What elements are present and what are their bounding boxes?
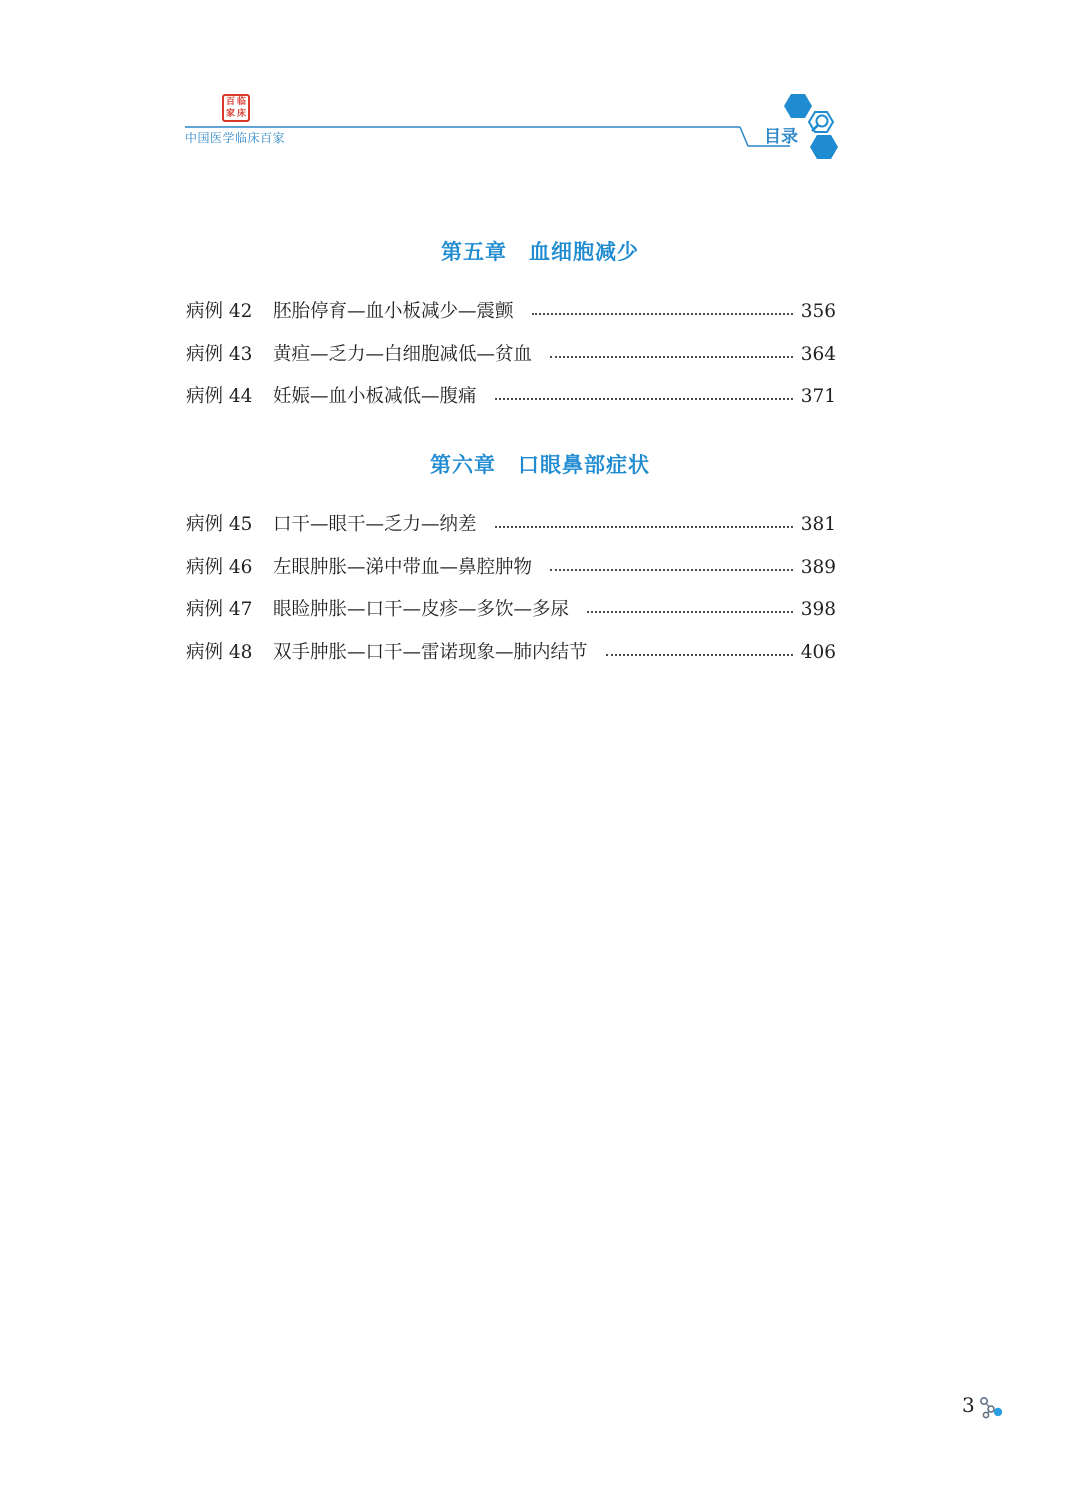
series-title: 中国医学临床百家 <box>185 131 286 145</box>
case-number: 病例 45 <box>186 514 253 535</box>
section-label: 目录 <box>764 127 798 147</box>
case-number: 病例 48 <box>186 641 253 663</box>
case-title: 左眼肿胀—涕中带血—鼻腔肿物 <box>273 556 533 578</box>
seal-char: 临 <box>236 96 246 107</box>
page-header <box>0 0 1080 170</box>
seal-char: 家 <box>225 108 235 119</box>
toc-entry[interactable] <box>186 340 836 370</box>
page-ref: 371 <box>800 386 836 407</box>
page-ref: 398 <box>800 599 836 620</box>
dot-leader <box>495 526 793 528</box>
page-number: 3 <box>962 1393 975 1417</box>
dot-leader <box>587 611 793 613</box>
case-title: 胚胎停育—血小板减少—震颤 <box>273 301 514 322</box>
page-ref: 406 <box>800 641 836 663</box>
case-number: 病例 46 <box>186 556 253 578</box>
case-number: 病例 47 <box>186 599 253 620</box>
page-ref: 364 <box>800 343 836 365</box>
dot-leader <box>606 654 793 656</box>
case-title: 黄疸—乏力—白细胞减低—贫血 <box>273 343 533 365</box>
toc-entry[interactable] <box>186 297 836 327</box>
toc-entry[interactable] <box>186 638 836 668</box>
hexagon-magnifier-icon <box>780 92 842 164</box>
seal-char: 床 <box>236 108 246 119</box>
toc-entry[interactable] <box>186 382 836 412</box>
toc-entry[interactable] <box>186 595 836 625</box>
case-number: 病例 43 <box>186 343 253 365</box>
dot-leader <box>495 398 793 400</box>
case-number: 病例 44 <box>186 386 253 407</box>
case-title: 妊娠—血小板减低—腹痛 <box>273 386 477 407</box>
case-title: 双手肿胀—口干—雷诺现象—肺内结节 <box>273 641 588 663</box>
chapter-heading: 第五章 血细胞减少 <box>441 240 639 264</box>
page-ref: 356 <box>800 301 836 322</box>
page-ref: 381 <box>800 514 836 535</box>
dot-leader <box>550 356 793 358</box>
case-number: 病例 42 <box>186 301 253 322</box>
case-title: 眼睑肿胀—口干—皮疹—多饮—多尿 <box>273 599 570 620</box>
page-ref: 389 <box>800 556 836 578</box>
seal-logo <box>222 94 250 122</box>
molecule-icon <box>977 1395 1005 1421</box>
toc-entry[interactable] <box>186 553 836 583</box>
dot-leader <box>532 313 793 315</box>
dot-leader <box>550 569 793 571</box>
case-title: 口干—眼干—乏力—纳差 <box>273 514 477 535</box>
seal-char: 百 <box>225 96 235 107</box>
header-rule <box>0 0 1080 170</box>
chapter-heading: 第六章 口眼鼻部症状 <box>430 453 650 477</box>
toc-entry[interactable] <box>186 510 836 540</box>
